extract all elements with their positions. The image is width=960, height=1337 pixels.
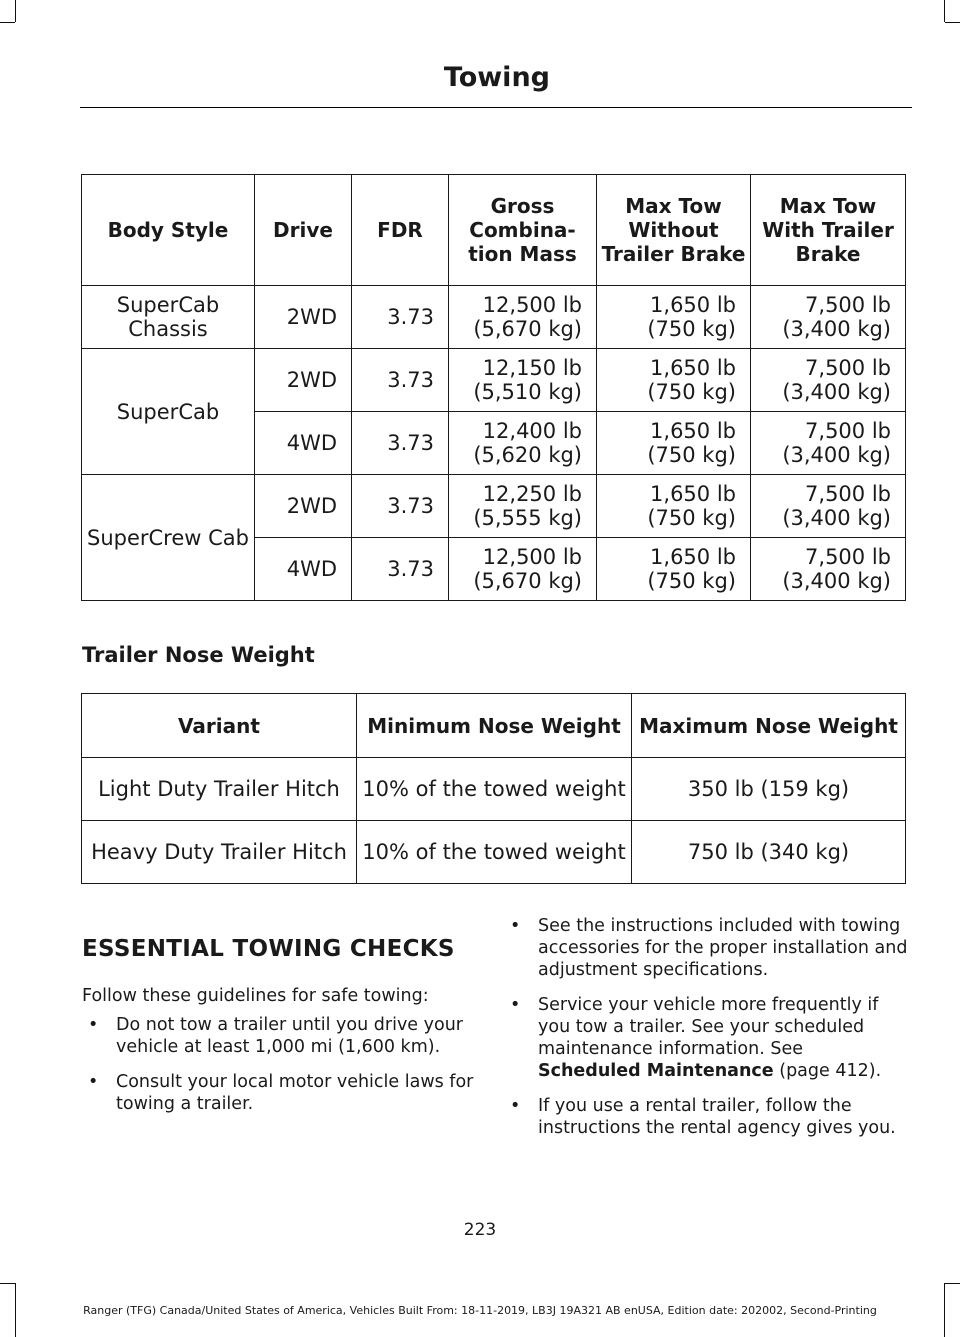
col-header: FDR bbox=[352, 175, 449, 286]
checks-intro: Follow these guidelines for safe towing: bbox=[82, 986, 429, 1006]
tow-with-kg: (3,400 kg) bbox=[782, 443, 891, 467]
gcm-kg: (5,510 kg) bbox=[473, 380, 582, 404]
gcm-cell bbox=[449, 286, 597, 349]
gcm-kg: (5,670 kg) bbox=[473, 317, 582, 341]
towing-capacity-table bbox=[81, 174, 906, 601]
tow-with-kg: (3,400 kg) bbox=[782, 569, 891, 593]
drive-cell: 4WD bbox=[255, 538, 352, 601]
tow-with-kg: (3,400 kg) bbox=[782, 317, 891, 341]
trailer-nose-weight-heading: Trailer Nose Weight bbox=[82, 643, 315, 667]
tow-without-kg: (750 kg) bbox=[647, 317, 736, 341]
col-header: Variant bbox=[82, 694, 357, 758]
tow-with-lb: 7,500 lb bbox=[805, 482, 891, 506]
tow-without-lb: 1,650 lb bbox=[650, 419, 736, 443]
table-row bbox=[82, 286, 906, 349]
tow-with-brake-cell bbox=[751, 412, 906, 475]
tow-without-lb: 1,650 lb bbox=[650, 293, 736, 317]
tow-without-kg: (750 kg) bbox=[647, 380, 736, 404]
table-row bbox=[82, 758, 906, 821]
crop-mark bbox=[0, 1283, 15, 1284]
tow-without-brake-cell bbox=[597, 349, 751, 412]
tow-with-lb: 7,500 lb bbox=[805, 419, 891, 443]
tow-with-brake-cell bbox=[751, 475, 906, 538]
gcm-cell bbox=[449, 349, 597, 412]
drive-cell: 2WD bbox=[255, 349, 352, 412]
list-item: • Do not tow a trailer until you drive your vehicle at least 1,000 mi (1,600 km). bbox=[82, 1014, 482, 1058]
tow-with-lb: 7,500 lb bbox=[805, 356, 891, 380]
crop-mark bbox=[15, 0, 16, 22]
max-nose-cell: 750 lb (340 kg) bbox=[632, 821, 906, 884]
variant-cell: Light Duty Trailer Hitch bbox=[82, 758, 357, 821]
tow-without-kg: (750 kg) bbox=[647, 506, 736, 530]
body-style-cell: SuperCab bbox=[82, 349, 255, 475]
body-style-cell: SuperCrew Cab bbox=[82, 475, 255, 601]
max-nose-cell: 350 lb (159 kg) bbox=[632, 758, 906, 821]
col-header: Max Tow With Trailer Brake bbox=[751, 175, 906, 286]
gcm-kg: (5,670 kg) bbox=[473, 569, 582, 593]
table-row bbox=[82, 349, 906, 412]
gcm-cell bbox=[449, 412, 597, 475]
col-header: Gross Combina-tion Mass bbox=[449, 175, 597, 286]
drive-cell: 4WD bbox=[255, 412, 352, 475]
tow-with-lb: 7,500 lb bbox=[805, 545, 891, 569]
left-bullet-list bbox=[82, 1014, 482, 1128]
list-item-text: Service your vehicle more frequently if you tow a trailer. See your scheduled maintenance information. See bbox=[538, 995, 879, 1059]
gcm-lb: 12,250 lb bbox=[482, 482, 582, 506]
fdr-cell: 3.73 bbox=[352, 349, 449, 412]
fdr-cell: 3.73 bbox=[352, 412, 449, 475]
gcm-kg: (5,620 kg) bbox=[473, 443, 582, 467]
fdr-cell: 3.73 bbox=[352, 538, 449, 601]
body-style-cell: SuperCab Chassis bbox=[82, 286, 255, 349]
crop-mark bbox=[0, 22, 15, 23]
crop-mark bbox=[945, 22, 960, 23]
gcm-cell bbox=[449, 475, 597, 538]
gcm-lb: 12,400 lb bbox=[482, 419, 582, 443]
list-item bbox=[504, 994, 909, 1082]
tow-with-brake-cell bbox=[751, 349, 906, 412]
list-item: • If you use a rental trailer, follow the instructions the rental agency gives you. bbox=[504, 1095, 909, 1139]
header-rule bbox=[80, 107, 912, 108]
nose-weight-table bbox=[81, 693, 906, 884]
table-header-row bbox=[82, 694, 906, 758]
gcm-kg: (5,555 kg) bbox=[473, 506, 582, 530]
tow-without-lb: 1,650 lb bbox=[650, 545, 736, 569]
col-header: Max Tow Without Trailer Brake bbox=[597, 175, 751, 286]
drive-cell: 2WD bbox=[255, 475, 352, 538]
drive-cell: 2WD bbox=[255, 286, 352, 349]
tow-without-brake-cell bbox=[597, 412, 751, 475]
col-header: Maximum Nose Weight bbox=[632, 694, 906, 758]
col-header: Drive bbox=[255, 175, 352, 286]
tow-without-lb: 1,650 lb bbox=[650, 356, 736, 380]
gcm-lb: 12,500 lb bbox=[482, 293, 582, 317]
tow-without-kg: (750 kg) bbox=[647, 443, 736, 467]
variant-cell: Heavy Duty Trailer Hitch bbox=[82, 821, 357, 884]
tow-with-kg: (3,400 kg) bbox=[782, 380, 891, 404]
table-row bbox=[82, 475, 906, 538]
list-item: • Consult your local motor vehicle laws for towing a trailer. bbox=[82, 1071, 482, 1115]
page-reference: (page 412). bbox=[779, 1061, 882, 1081]
list-item: • See the instructions included with towing accessories for the proper installation and adjustment specifications. bbox=[504, 915, 909, 981]
tow-without-kg: (750 kg) bbox=[647, 569, 736, 593]
min-nose-cell: 10% of the towed weight bbox=[357, 821, 632, 884]
gcm-lb: 12,500 lb bbox=[482, 545, 582, 569]
page-number: 223 bbox=[463, 1220, 497, 1240]
table-row bbox=[82, 821, 906, 884]
scheduled-maintenance-link[interactable]: Scheduled Maintenance bbox=[538, 1061, 774, 1081]
tow-without-brake-cell bbox=[597, 286, 751, 349]
page-footer: Ranger (TFG) Canada/United States of America, Vehicles Built From: 18-11-2019, LB3J 19A321 AB enUSA, Edition date: 202002, Second-Printing bbox=[83, 1304, 877, 1317]
tow-without-lb: 1,650 lb bbox=[650, 482, 736, 506]
crop-mark bbox=[945, 1283, 960, 1284]
page-title: Towing bbox=[443, 62, 550, 93]
tow-with-brake-cell bbox=[751, 286, 906, 349]
tow-with-brake-cell bbox=[751, 538, 906, 601]
fdr-cell: 3.73 bbox=[352, 286, 449, 349]
tow-without-brake-cell bbox=[597, 538, 751, 601]
tow-without-brake-cell bbox=[597, 475, 751, 538]
col-header: Minimum Nose Weight bbox=[357, 694, 632, 758]
fdr-cell: 3.73 bbox=[352, 475, 449, 538]
tow-with-lb: 7,500 lb bbox=[805, 293, 891, 317]
gcm-lb: 12,150 lb bbox=[482, 356, 582, 380]
min-nose-cell: 10% of the towed weight bbox=[357, 758, 632, 821]
col-header: Body Style bbox=[82, 175, 255, 286]
table-header-row bbox=[82, 175, 906, 286]
essential-checks-heading: ESSENTIAL TOWING CHECKS bbox=[82, 936, 455, 962]
gcm-cell bbox=[449, 538, 597, 601]
crop-mark bbox=[944, 0, 945, 22]
tow-with-kg: (3,400 kg) bbox=[782, 506, 891, 530]
right-bullet-list bbox=[504, 915, 909, 1152]
